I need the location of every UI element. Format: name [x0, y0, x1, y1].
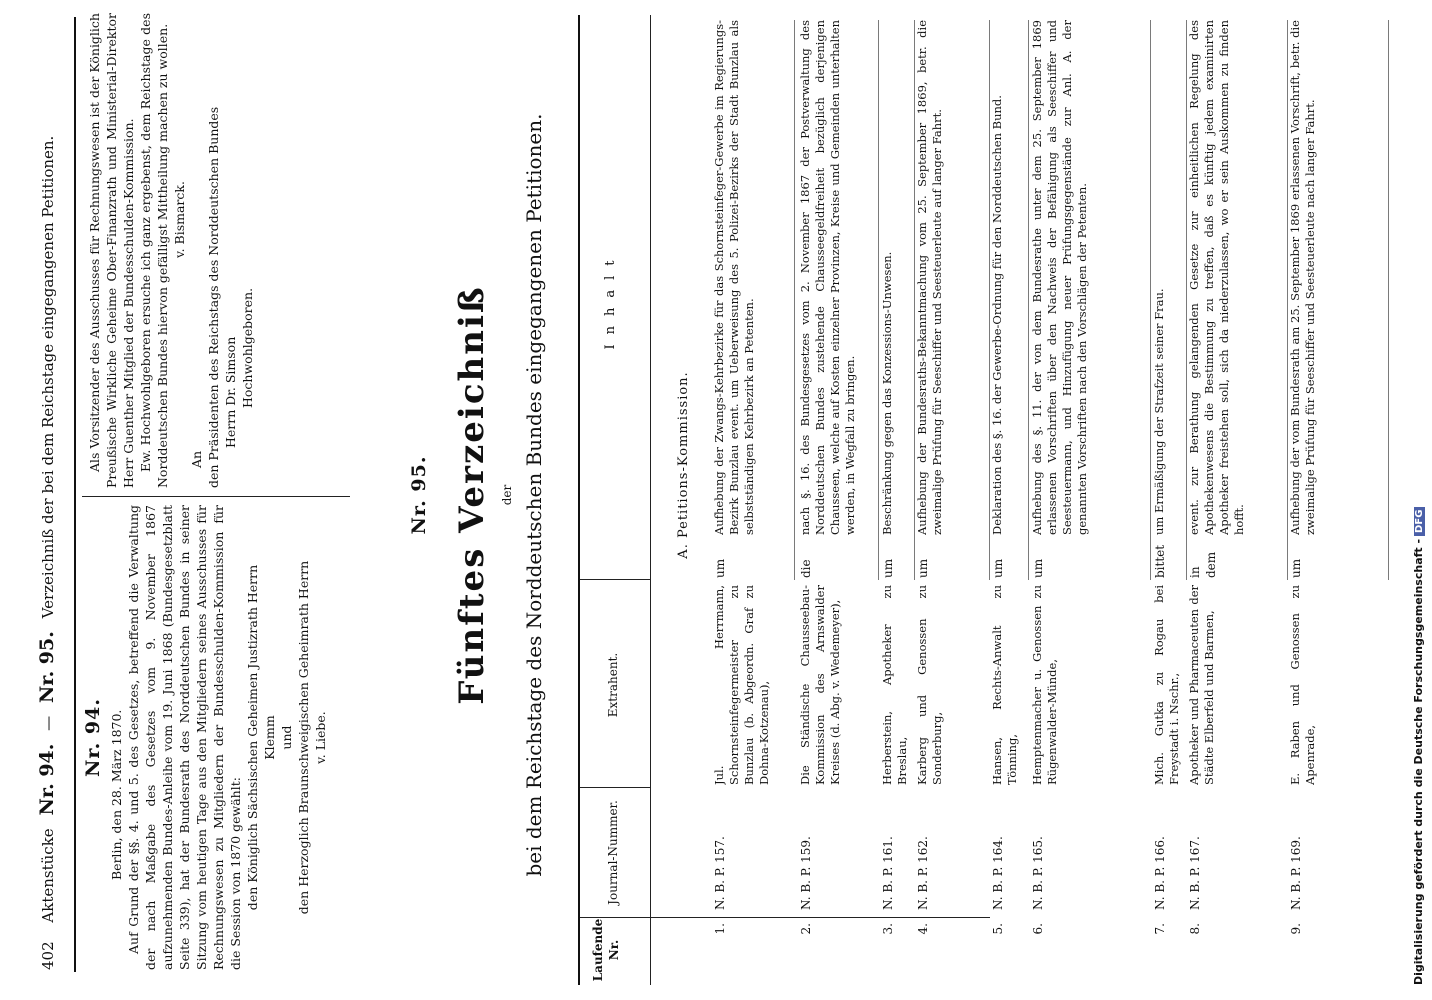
- nr94-addr3: Herrn Dr. Simson: [223, 336, 238, 448]
- row-separator: [1028, 20, 1029, 580]
- page-number: 402: [39, 941, 57, 970]
- row-verb: bittet: [1153, 544, 1167, 578]
- running-header: [36, 20, 64, 970]
- nr94-column-right: [86, 13, 356, 488]
- table-top-rule: [578, 15, 580, 985]
- col-divider-2: [580, 787, 650, 788]
- dfg-logo: DFG: [1414, 507, 1425, 536]
- nr94-member1-line1: den Königlich Sächsischen Geheimen Justizrath Herrn: [245, 564, 260, 911]
- row-num: 1.: [713, 923, 727, 935]
- nr94-body3: Ew. Hochwohlgeboren ersuche ich ganz ergebenst, dem Reichstage des Norddeutschen Bundes hiervon gefälligst Mittheilung machen zu wollen.: [138, 13, 170, 488]
- header-content: Inhalt: [603, 250, 618, 350]
- row-sender: E. Raben und Genossen zu Apenrade,: [1288, 585, 1317, 785]
- row-verb: um: [1031, 558, 1045, 578]
- digitization-credit: [1410, 10, 1432, 1000]
- row-verb: um: [1289, 558, 1303, 578]
- row-journal: N. B. P. 159.: [799, 836, 813, 910]
- row-journal: N. B. P. 166.: [1153, 836, 1167, 910]
- row-separator: [1150, 20, 1151, 580]
- col-divider-3: [580, 579, 650, 580]
- row-sender: Die Ständische Chausseebau-Kommission des Arnswalder Kreises (d. Abg. v. Wedemeyer),: [798, 585, 842, 785]
- row-num: 8.: [1188, 923, 1202, 935]
- header-num: Laufende Nr.: [591, 918, 621, 982]
- row-journal: N. B. P. 161.: [881, 836, 895, 910]
- row-verb: um: [916, 558, 930, 578]
- row-verb: in dem: [1188, 551, 1218, 578]
- nr94-heading: Nr. 94.: [82, 698, 104, 777]
- row-content: event. zur Berathung gelangenden Gesetze zur einheitlichen Regelung des Apothekenwesens die Bestimmung zu treffen, daß es künftig jedem examinirten Apotheker freistehen soll, sich da niederzulassen, wo er sein Auskommen zu finden hofft.: [1187, 20, 1246, 535]
- nr95-heading: Nr. 95.: [408, 455, 430, 535]
- row-content: Beschränkung gegen das Konzessions-Unwesen.: [880, 251, 894, 535]
- nr94-addr4: Hochwohlgeboren.: [240, 287, 255, 408]
- row-sender: Jul. Herrmann, Schornsteinfegermeister zu Bunzlau (b. Abgeordn. Graf zu Dohna-Kotzenau),: [712, 585, 771, 785]
- row-verb: die: [799, 559, 813, 578]
- table-header-rule: [650, 15, 651, 985]
- row-sender: Karberg und Genossen zu Sonderburg,: [915, 585, 944, 785]
- row-separator: [878, 20, 879, 580]
- table-section-title: A. Petitions-Kommission.: [676, 371, 691, 559]
- nr94-dateline: Berlin, den 28. März 1870.: [109, 709, 124, 880]
- row-separator: [794, 20, 795, 580]
- row-content: Deklaration des §. 16. der Gewerbe-Ordnung für den Norddeutschen Bund.: [990, 95, 1004, 535]
- header-sender: Extrahent.: [606, 652, 620, 718]
- nr95-title: Fünftes Verzeichniß: [452, 285, 492, 705]
- row-sender: Hemptenmacher u. Genossen zu Rügenwalder-Münde,: [1030, 585, 1059, 785]
- row-num: 3.: [881, 923, 895, 935]
- row-sender: Apotheker und Pharmaceuten der Städte Elberfeld und Barmen,: [1187, 585, 1216, 785]
- row-journal: N. B. P. 165.: [1031, 836, 1045, 910]
- nr94-addr2: den Präsidenten des Reichstags des Norddeutschen Bundes: [206, 106, 221, 488]
- row-content: Aufhebung der Bundesraths-Bekanntmachung vom 25. September 1869, betr. die zweimalige Prüfung für Seeschiffer und Seesteuerleute auf langer Fahrt.: [915, 20, 944, 535]
- nr95-subtitle: bei dem Reichstage des Norddeutschen Bundes eingegangenen Petitionen.: [522, 113, 546, 877]
- row-content: Aufhebung der Zwangs-Kehrbezirke für das Schornsteinfeger-Gewerbe im Regierungs-Bezirk Bunzlau event. um Ueberweisung des 5. Polizei-Bezirks der Stadt Bunzlau als selbstständigen Kehrbezirk an Petenten.: [712, 20, 756, 535]
- row-num: 7.: [1153, 923, 1167, 935]
- credit-text: Digitalisierung gefördert durch die Deutsche Forschungsgemeinschaft -: [1412, 538, 1425, 985]
- row-verb: um: [881, 558, 895, 578]
- header-journal: Journal-Nummer.: [606, 800, 620, 905]
- running-title-nr94: Nr. 94.: [36, 743, 58, 816]
- nr94-body2: Als Vorsitzender des Ausschusses für Rechnungswesen ist der Königlich Preußische Wirkliche Geheime Ober-Finanzrath und Ministerial-Direktor Herr Guenther Mitglied der Bundesschulden-Kommission.: [87, 13, 136, 488]
- row-journal: N. B. P. 164.: [991, 836, 1005, 910]
- row-journal: N. B. P. 169.: [1289, 836, 1303, 910]
- row-content: um Ermäßigung der Strafzeit seiner Frau.: [1152, 288, 1166, 535]
- row-sender: Mich. Gutka zu Rogau bei Freystadt i. Nschr.,: [1152, 585, 1181, 785]
- nr94-member2-line1: den Herzoglich Braunschweigischen Geheimrath Herrn: [296, 560, 311, 915]
- row-content: nach §. 16. des Bundesgesetzes vom 2. November 1867 der Postverwaltung des Norddeutschen Bundes zustehende Chausseegeldfreiheit bezüglich derjenigen Chausseen, welche auf Kosten einzelner Provinzen, Kreise und Gemeinden unterhalten werden, in Wegfall zu bringen.: [798, 20, 857, 535]
- row-content: Aufhebung der vom Bundesrath am 25. September 1869 erlassenen Vorschrift, betr. die zweimalige Prüfung für Seeschiffer und Seesteuerleute nach langer Fahrt.: [1288, 20, 1317, 535]
- running-title-rest: Verzeichniß der bei dem Reichstage eingegangenen Petitionen.: [39, 135, 57, 619]
- row-journal: N. B. P. 167.: [1188, 836, 1202, 910]
- row-num: 6.: [1031, 923, 1045, 935]
- row-journal: N. B. P. 162.: [916, 836, 930, 910]
- nr94-und: und: [279, 725, 294, 750]
- row-content: Aufhebung des §. 11. der von dem Bundesrathe unter dem 25. September 1869 erlassenen Vorschriften über den Nachweis der Befähigung als Seeschiffer und Seesteuermann, und Hinzufügung neuer Prüfungsgegenstände zur Anl. A. der genannten Vorschriften nach den Vorschlägen der Petenten.: [1030, 20, 1089, 535]
- nr94-body: Auf Grund der §§. 4. und 5. des Gesetzes, betreffend die Verwaltung der nach Maßgabe des Gesetzes vom 9. November 1867 aufzunehmenden Bundes-Anleihe vom 19. Juni 1868 (Bundesgesetzblatt Seite 339), hat der Bundesrath des Norddeutschen Bundes in seiner Sitzung vom heutigen Tage aus den Mitgliedern seines Ausschusses für Rechnungswesen zu Mitgliedern der Bundesschulden-Kommission für die Session von 1870 gewählt:: [126, 505, 243, 970]
- header-rule: [74, 17, 76, 972]
- nr95-der: der: [500, 484, 514, 506]
- row-verb: um: [713, 558, 727, 578]
- row-separator: [1388, 20, 1389, 580]
- nr94-addr1: An: [189, 450, 204, 468]
- row-num: 5.: [991, 923, 1005, 935]
- row-verb: um: [991, 558, 1005, 578]
- running-title-nr95: Nr. 95.: [36, 631, 58, 704]
- col-divider-1: [580, 917, 990, 918]
- nr94-member2-line2: v. Liebe.: [313, 711, 328, 764]
- nr94-column: [82, 505, 352, 970]
- nr94-signature: v. Bismarck.: [172, 181, 187, 258]
- row-sender: Herberstein, Apotheker zu Breslau,: [880, 585, 909, 785]
- running-title-prefix: Aktenstücke: [39, 828, 57, 923]
- row-journal: N. B. P. 157.: [713, 836, 727, 910]
- running-title-dash: —: [39, 715, 57, 731]
- nr94-column-divider: [82, 496, 350, 497]
- row-num: 9.: [1289, 923, 1303, 935]
- row-num: 2.: [799, 923, 813, 935]
- row-num: 4.: [916, 923, 930, 935]
- row-sender: Hansen, Rechts-Anwalt zu Tönning,: [990, 585, 1019, 785]
- nr94-member1-line2: Klemm: [262, 715, 277, 760]
